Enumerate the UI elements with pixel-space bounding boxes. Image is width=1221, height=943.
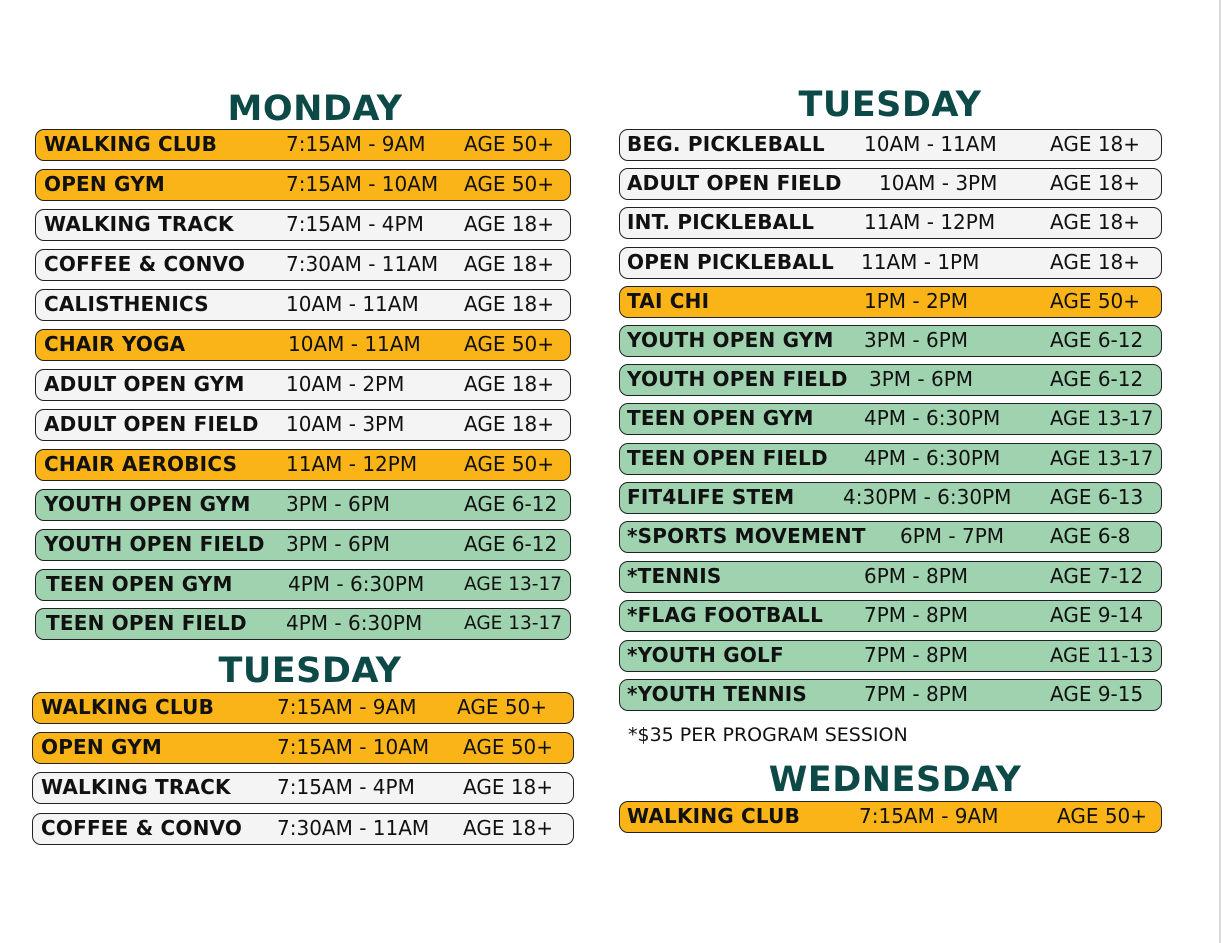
activity-age: AGE 18+ <box>464 412 555 436</box>
activity-time: 4:30PM - 6:30PM <box>843 485 1012 509</box>
activity-age: AGE 18+ <box>464 372 555 396</box>
schedule-row <box>619 443 1162 475</box>
activity-name: BEG. PICKLEBALL <box>627 132 825 156</box>
schedule-row <box>619 207 1162 239</box>
activity-age: AGE 18+ <box>464 212 555 236</box>
schedule-row <box>35 449 571 481</box>
activity-name: FIT4LIFE STEM <box>627 485 795 509</box>
activity-name: OPEN GYM <box>41 735 162 759</box>
activity-name: YOUTH OPEN FIELD <box>627 367 848 391</box>
activity-name: ADULT OPEN GYM <box>44 372 245 396</box>
schedule-row <box>619 561 1162 593</box>
activity-name: WALKING CLUB <box>44 132 218 156</box>
activity-time: 3PM - 6PM <box>869 367 974 391</box>
activity-age: AGE 13-17 <box>1050 407 1154 430</box>
schedule-row <box>35 329 571 361</box>
activity-age: AGE 9-14 <box>1050 603 1144 627</box>
activity-name: TAI CHI <box>627 289 710 313</box>
activity-name: TEEN OPEN GYM <box>627 406 814 430</box>
activity-age: AGE 50+ <box>464 172 555 196</box>
activity-name: *YOUTH TENNIS <box>627 682 808 706</box>
activity-name: INT. PICKLEBALL <box>627 210 815 234</box>
activity-time: 11AM - 12PM <box>864 210 996 234</box>
program-fee-note: *$35 PER PROGRAM SESSION <box>628 724 908 746</box>
schedule-row <box>32 732 574 764</box>
activity-name: WALKING CLUB <box>41 695 215 719</box>
schedule-row <box>35 369 571 401</box>
activity-time: 10AM - 3PM <box>286 412 405 436</box>
activity-time: 4PM - 6:30PM <box>286 611 423 635</box>
activity-name: OPEN GYM <box>44 172 165 196</box>
schedule-row <box>35 289 571 321</box>
activity-age: AGE 18+ <box>464 252 555 276</box>
activity-name: CHAIR AEROBICS <box>44 452 238 476</box>
activity-name: TEEN OPEN GYM <box>46 572 233 596</box>
schedule-row <box>32 772 574 804</box>
schedule-row <box>35 409 571 441</box>
activity-name: WALKING TRACK <box>44 212 234 236</box>
schedule-row <box>35 249 571 281</box>
activity-name: *YOUTH GOLF <box>627 643 784 667</box>
activity-name: ADULT OPEN FIELD <box>627 171 842 195</box>
activity-name: OPEN PICKLEBALL <box>627 250 834 274</box>
activity-age: AGE 6-13 <box>1050 485 1144 509</box>
schedule-row <box>619 600 1162 632</box>
activity-time: 6PM - 8PM <box>864 564 969 588</box>
activity-age: AGE 50+ <box>464 452 555 476</box>
schedule-row <box>35 608 571 640</box>
activity-name: CHAIR YOGA <box>44 332 186 356</box>
activity-age: AGE 6-12 <box>1050 328 1144 352</box>
activity-age: AGE 6-8 <box>1050 524 1131 548</box>
activity-time: 1PM - 2PM <box>864 289 969 313</box>
activity-name: TEEN OPEN FIELD <box>627 446 828 470</box>
activity-age: AGE 18+ <box>1050 132 1141 156</box>
schedule-row <box>619 521 1162 553</box>
schedule-row <box>32 813 574 845</box>
activity-time: 7:30AM - 11AM <box>286 252 439 276</box>
schedule-row <box>619 640 1162 672</box>
activity-age: AGE 50+ <box>1057 804 1148 828</box>
schedule-row <box>32 692 574 724</box>
activity-time: 4PM - 6:30PM <box>864 406 1001 430</box>
activity-time: 3PM - 6PM <box>286 492 391 516</box>
schedule-row <box>619 247 1162 279</box>
activity-age: AGE 18+ <box>463 816 554 840</box>
activity-name: WALKING CLUB <box>627 804 801 828</box>
activity-age: AGE 13-17 <box>464 613 562 634</box>
activity-age: AGE 6-12 <box>464 532 558 556</box>
activity-time: 11AM - 1PM <box>861 250 980 274</box>
activity-time: 7:15AM - 4PM <box>286 212 424 236</box>
activity-age: AGE 11-13 <box>1050 644 1154 667</box>
schedule-row <box>619 403 1162 435</box>
activity-age: AGE 50+ <box>1050 289 1141 313</box>
activity-age: AGE 7-12 <box>1050 564 1144 588</box>
activity-name: TEEN OPEN FIELD <box>46 611 247 635</box>
activity-age: AGE 13-17 <box>464 574 562 595</box>
schedule-row <box>619 286 1162 318</box>
schedule-row <box>619 325 1162 357</box>
activity-time: 3PM - 6PM <box>286 532 391 556</box>
activity-name: YOUTH OPEN FIELD <box>44 532 265 556</box>
activity-time: 10AM - 11AM <box>288 332 421 356</box>
activity-time: 4PM - 6:30PM <box>864 446 1001 470</box>
activity-time: 7:15AM - 10AM <box>277 735 430 759</box>
activity-time: 7PM - 8PM <box>864 643 969 667</box>
activity-time: 10AM - 11AM <box>286 292 419 316</box>
activity-name: CALISTHENICS <box>44 292 209 316</box>
activity-name: *FLAG FOOTBALL <box>627 603 824 627</box>
activity-name: *SPORTS MOVEMENT <box>627 524 866 548</box>
activity-name: ADULT OPEN FIELD <box>44 412 259 436</box>
schedule-row <box>35 529 571 561</box>
schedule-row <box>619 168 1162 200</box>
schedule-row <box>619 679 1162 711</box>
activity-time: 7PM - 8PM <box>864 682 969 706</box>
schedule-row <box>35 569 571 601</box>
activity-age: AGE 6-12 <box>464 492 558 516</box>
activity-time: 7:15AM - 4PM <box>277 775 415 799</box>
activity-name: YOUTH OPEN GYM <box>44 492 251 516</box>
schedule-row <box>35 209 571 241</box>
activity-name: WALKING TRACK <box>41 775 231 799</box>
activity-name: *TENNIS <box>627 564 722 588</box>
activity-name: YOUTH OPEN GYM <box>627 328 834 352</box>
activity-age: AGE 50+ <box>464 332 555 356</box>
wednesday-heading: WEDNESDAY <box>768 760 1022 800</box>
activity-name: COFFEE & CONVO <box>41 816 243 840</box>
activity-age: AGE 18+ <box>463 775 554 799</box>
activity-time: 7:15AM - 9AM <box>286 132 426 156</box>
activity-time: 7:30AM - 11AM <box>277 816 430 840</box>
activity-time: 3PM - 6PM <box>864 328 969 352</box>
activity-age: AGE 50+ <box>463 735 554 759</box>
schedule-row <box>619 801 1162 833</box>
activity-age: AGE 18+ <box>1050 171 1141 195</box>
activity-time: 6PM - 7PM <box>900 524 1005 548</box>
activity-age: AGE 18+ <box>1050 250 1141 274</box>
activity-time: 10AM - 11AM <box>864 132 997 156</box>
activity-time: 7:15AM - 9AM <box>859 804 999 828</box>
activity-age: AGE 50+ <box>457 695 548 719</box>
activity-time: 11AM - 12PM <box>286 452 418 476</box>
activity-age: AGE 13-17 <box>1050 447 1154 470</box>
schedule-row <box>35 129 571 161</box>
schedule-row <box>619 129 1162 161</box>
activity-time: 10AM - 3PM <box>879 171 998 195</box>
activity-age: AGE 9-15 <box>1050 682 1144 706</box>
activity-time: 7:15AM - 9AM <box>277 695 417 719</box>
schedule-row <box>35 169 571 201</box>
activity-name: COFFEE & CONVO <box>44 252 246 276</box>
schedule-row <box>35 489 571 521</box>
tuesday-heading-right: TUESDAY <box>798 85 982 125</box>
activity-age: AGE 6-12 <box>1050 367 1144 391</box>
schedule-row <box>619 364 1162 396</box>
activity-time: 10AM - 2PM <box>286 372 405 396</box>
schedule-row <box>619 482 1162 514</box>
activity-age: AGE 50+ <box>464 132 555 156</box>
monday-heading: MONDAY <box>227 89 403 129</box>
activity-time: 7:15AM - 10AM <box>286 172 439 196</box>
activity-age: AGE 18+ <box>464 292 555 316</box>
activity-time: 4PM - 6:30PM <box>288 572 425 596</box>
activity-age: AGE 18+ <box>1050 210 1141 234</box>
activity-time: 7PM - 8PM <box>864 603 969 627</box>
tuesday-heading-left: TUESDAY <box>218 651 402 691</box>
